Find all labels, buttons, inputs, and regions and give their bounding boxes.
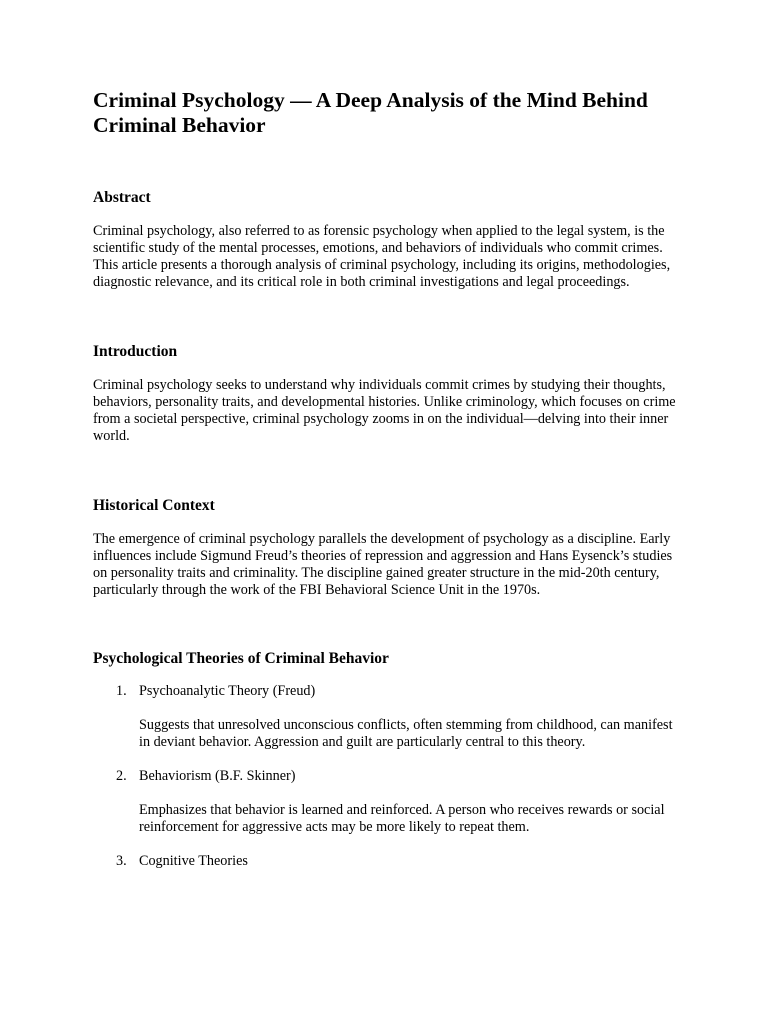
theory-list-item [93,683,678,751]
document-title: Criminal Psychology — A Deep Analysis of the Mind Behind Criminal Behavior [93,88,648,137]
theories-heading: Psychological Theories of Criminal Behavior [93,650,389,667]
introduction-paragraph: Criminal psychology seeks to understand why individuals commit crimes by studying their thoughts, behaviors, personality traits, and developmental histories. Unlike criminology, which focuses on crime from a societal perspective, criminal psychology zooms in on the individual—delving into their inner world. [93,377,676,444]
introduction-heading: Introduction [93,343,178,360]
theories-list [93,683,678,870]
theory-description: Suggests that unresolved unconscious conflicts, often stemming from childhood, can manifest in deviant behavior. Aggression and guilt are particularly central to this theory. [139,717,673,750]
abstract-paragraph: Criminal psychology, also referred to as forensic psychology when applied to the legal system, is the scientific study of the mental processes, emotions, and behaviors of individuals who commit crimes. This article presents a thorough analysis of criminal psychology, including its origins, methodologies, diagnostic relevance, and its critical role in both criminal investigations and legal proceedings. [93,223,671,290]
historical-context-paragraph: The emergence of criminal psychology parallels the development of psychology as a discipline. Early influences include Sigmund Freud’s theories of repression and aggression and Hans Eysenck’s studies on personality traits and criminality. The discipline gained greater structure in the mid-20th century, particularly through the work of the FBI Behavioral Science Unit in the 1970s. [93,531,673,598]
theory-name: Behaviorism (B.F. Skinner) [139,768,296,784]
abstract-heading: Abstract [93,189,151,206]
list-item-number: 3. [116,853,127,869]
list-item-number: 2. [116,768,127,784]
theory-description: Emphasizes that behavior is learned and reinforced. A person who receives rewards or social reinforcement for aggressive acts may be more likely to repeat them. [139,802,665,835]
theory-name: Psychoanalytic Theory (Freud) [139,683,316,699]
theory-list-item [93,853,678,870]
list-item-number: 1. [116,683,127,699]
historical-context-heading: Historical Context [93,497,215,514]
theory-list-item [93,768,678,836]
theory-name: Cognitive Theories [139,853,248,869]
